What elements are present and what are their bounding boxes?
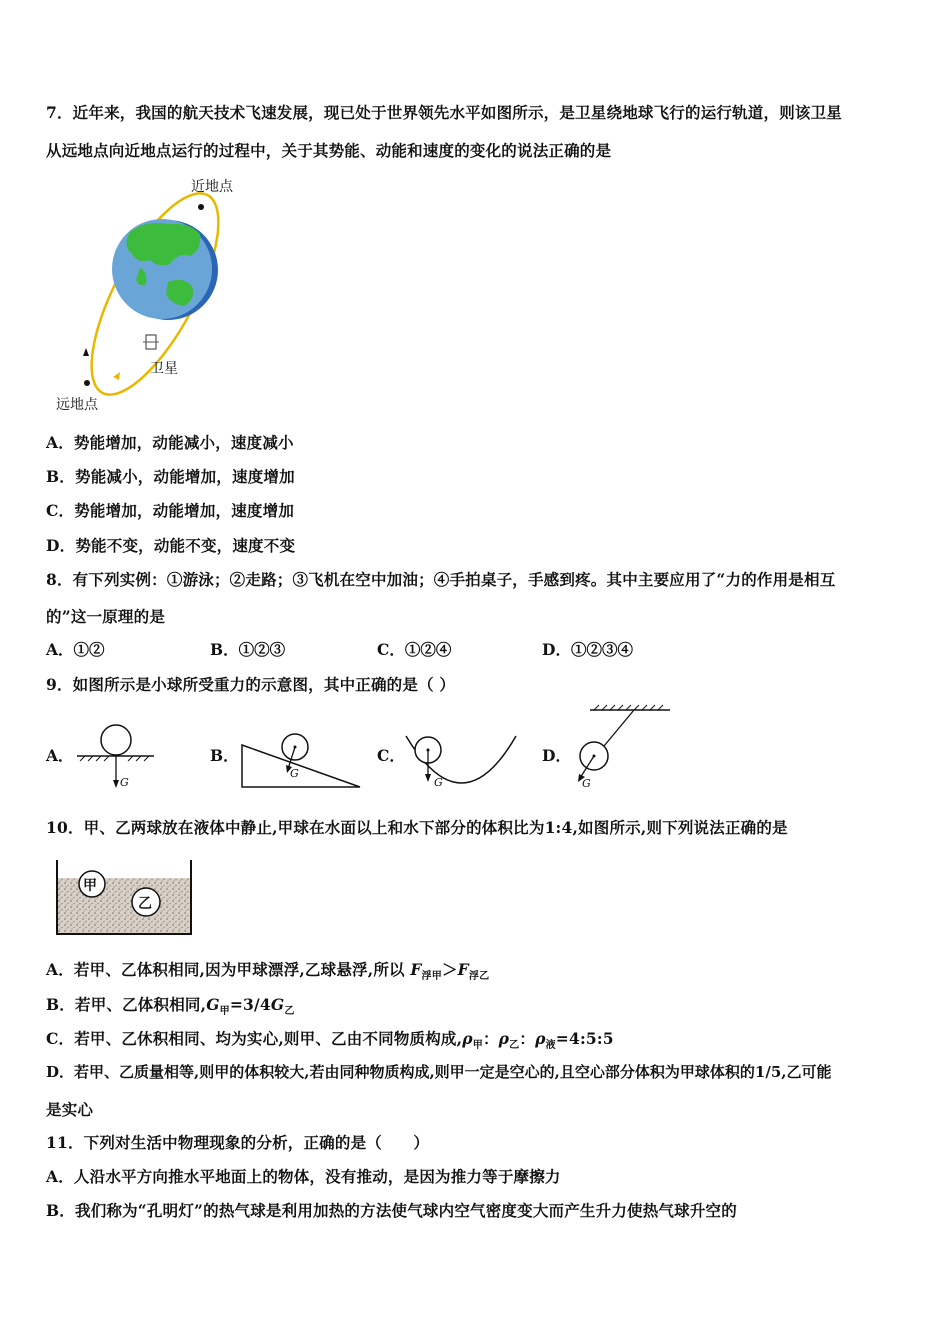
- q10-b-g2: G: [270, 995, 285, 1014]
- q9-d-g-label: G: [582, 777, 591, 790]
- q11-option-b: B．我们称为“孔明灯”的热气球是利用加热的方法使气球内空气密度变大而产生升力使热气球升空的: [46, 1201, 737, 1220]
- q10-option-a: [46, 958, 489, 982]
- q8-option-c: C．①②④: [377, 640, 452, 659]
- q10-c-rho3: ρ: [535, 1029, 546, 1048]
- apogee-label: 远地点: [56, 397, 98, 413]
- q10-option-b: [46, 993, 295, 1017]
- q10-a-text: A．若甲、乙体积相同,因为甲球漂浮,乙球悬浮,所以: [46, 960, 405, 979]
- q9-c-g-label: G: [434, 776, 443, 789]
- q9-figure-b: [238, 725, 363, 790]
- q11-stem: 11．下列对生活中物理现象的分析，正确的是（ ）: [46, 1133, 430, 1152]
- q10-option-d-line1: D．若甲、乙质量相等,则甲的体积较大,若由同种物质构成,则甲一定是空心的,且空心部分体积为甲球体积的1/5,乙可能: [46, 1063, 832, 1081]
- ball-yi-label: 乙: [138, 896, 152, 912]
- q10-a-sub2: 浮乙: [468, 971, 490, 983]
- q7-option-d: D．势能不变，动能不变，速度不变: [46, 536, 296, 555]
- q9-stem: 9．如图所示是小球所受重力的示意图，其中正确的是（ ）: [46, 675, 456, 694]
- q8-option-a: A．①②: [46, 640, 105, 659]
- q8-option-d: D．①②③④: [542, 640, 633, 659]
- satellite-label: 卫星: [150, 361, 178, 377]
- q10-b-sub2: 乙: [284, 1006, 295, 1018]
- q10-c-rho2: ρ: [498, 1029, 510, 1048]
- q9-a-g-label: G: [120, 776, 129, 789]
- q11-option-a: A．人沿水平方向推水平地面上的物体，没有推动，是因为推力等于摩擦力: [46, 1167, 561, 1186]
- q10-c-text: C．若甲、乙休积相同、均为实心,则甲、乙由不同物质构成,: [46, 1029, 463, 1048]
- q10-a-sub1: 浮甲: [421, 971, 442, 983]
- q10-c-sub1: 甲: [472, 1040, 483, 1052]
- q7-option-a: A．势能增加，动能减小，速度减小: [46, 433, 294, 452]
- q7-stem-line2: 从远地点向近地点运行的过程中，关于其势能、动能和速度的变化的说法正确的是: [46, 141, 612, 160]
- q8-stem-line1: 8．有下列实例：①游泳；②走路；③飞机在空中加油；④手拍桌子，手感到疼。其中主要应用了“力的作用是相互: [46, 570, 836, 589]
- q9-label-c: C．: [377, 746, 405, 765]
- q8-stem-line2: 的”这一原理的是: [46, 607, 166, 626]
- q10-stem: 10．甲、乙两球放在液体中静止,甲球在水面以上和水下部分的体积比为1:4,如图所示,则下列说法正确的是: [46, 818, 788, 837]
- ball-jia-label: 甲: [83, 878, 97, 894]
- q10-c-sub2: 乙: [509, 1040, 520, 1052]
- q10-c-rho1: ρ: [462, 1029, 473, 1048]
- q9-figure-d: [568, 700, 678, 795]
- q10-a-f: F: [410, 960, 422, 979]
- q9-figure-c: [402, 730, 522, 792]
- q10-b-mid: =3/4: [229, 995, 271, 1014]
- q10-b-sub1: 甲: [219, 1006, 230, 1018]
- q10-c-ratio: =4:5:5: [555, 1029, 614, 1048]
- q10-liquid-container-figure: [52, 858, 197, 938]
- q10-option-c: [46, 1027, 614, 1051]
- q10-option-d-line2: 是实心: [46, 1100, 94, 1119]
- q9-label-b: B．: [210, 746, 239, 765]
- q9-label-d: D．: [542, 746, 571, 765]
- q7-option-c: C．势能增加，动能增加，速度增加: [46, 501, 295, 520]
- q10-c-sub3: 液: [545, 1040, 556, 1052]
- q9-label-a: A．: [46, 746, 74, 765]
- q10-b-text: B．若甲、乙体积相同,: [46, 995, 207, 1014]
- q10-a-f2: F: [457, 960, 469, 979]
- q10-a-gt: ＞: [441, 960, 458, 979]
- q10-b-g: G: [206, 995, 220, 1014]
- perigee-label: 近地点: [191, 179, 233, 195]
- q10-c-sep1: ：: [482, 1029, 499, 1048]
- q9-figure-a: [72, 718, 162, 793]
- q7-option-b: B．势能减小，动能增加，速度增加: [46, 467, 295, 486]
- q8-option-b: B．①②③: [210, 640, 286, 659]
- q9-b-g-label: G: [290, 767, 299, 780]
- q7-satellite-orbit-figure: [50, 172, 250, 417]
- q10-c-sep2: ：: [519, 1029, 536, 1048]
- q7-stem-line1: 7．近年来，我国的航天技术飞速发展，现已处于世界领先水平如图所示，是卫星绕地球飞行的运行轨道，则该卫星: [46, 103, 842, 122]
